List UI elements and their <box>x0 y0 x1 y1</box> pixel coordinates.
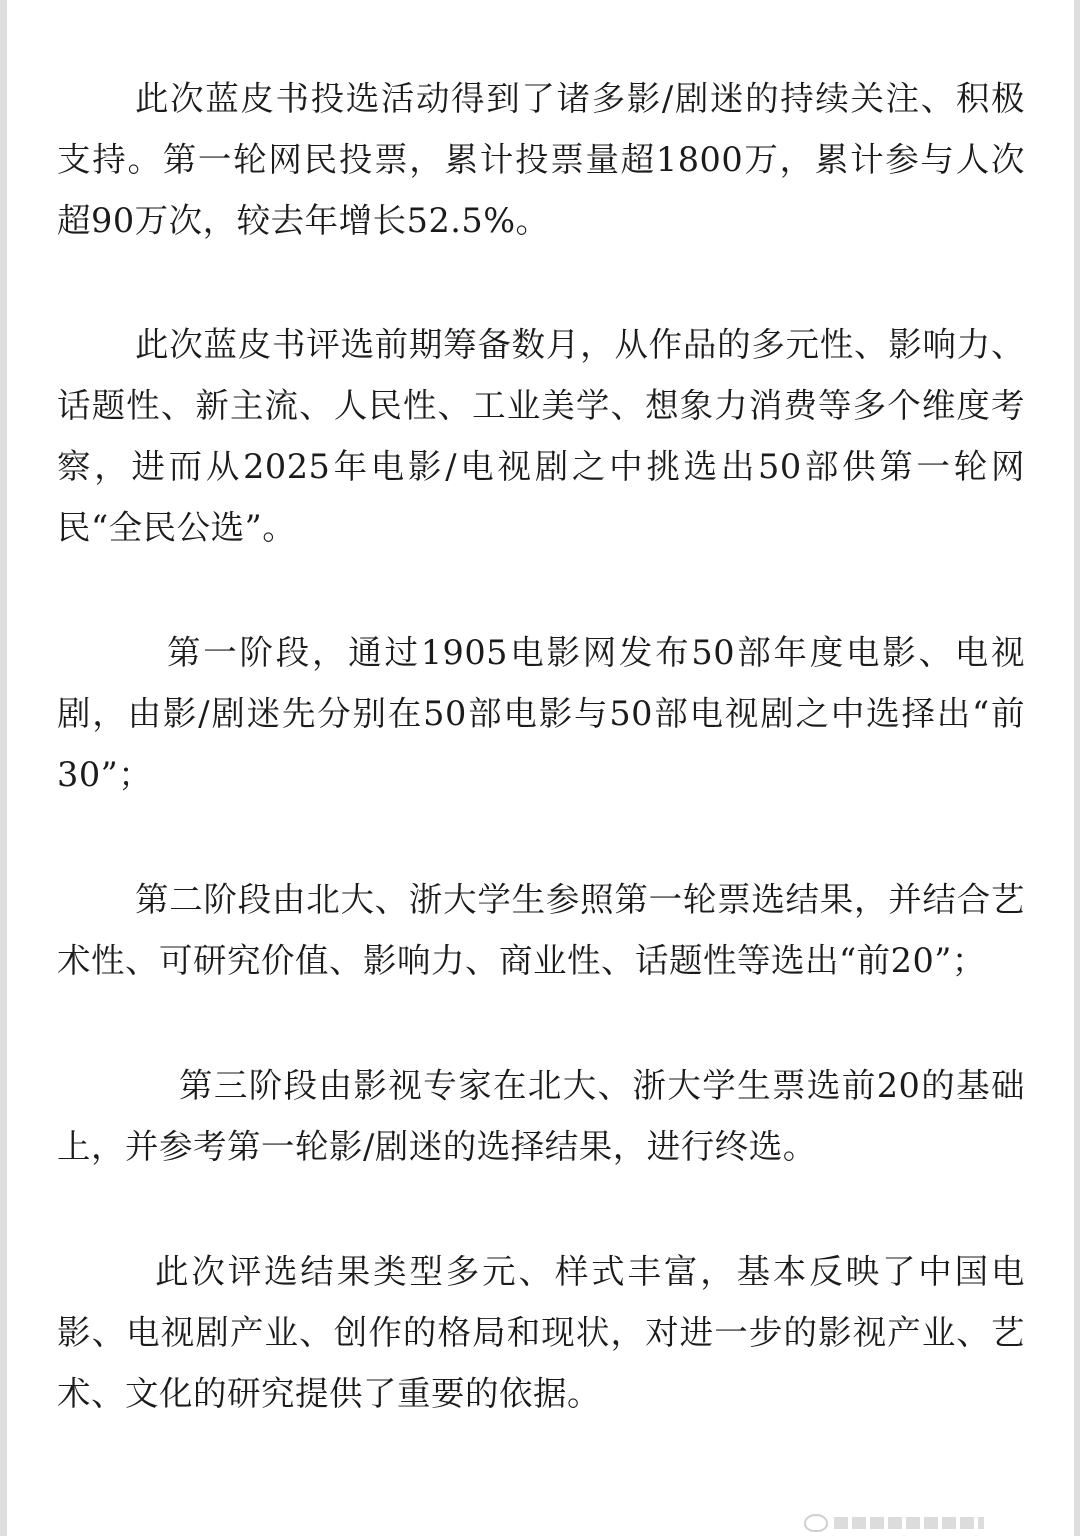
paragraph-vote-summary: 此次蓝皮书投选活动得到了诸多影/剧迷的持续关注、积极支持。第一轮网民投票，累计投票量超1800万，累计参与人次超90万次，较去年增长52.5%。 <box>57 79 1025 240</box>
watermark-text-blur <box>834 1517 984 1529</box>
document-body <box>57 68 1025 1424</box>
weibo-icon <box>804 1514 828 1532</box>
page-frame-left <box>0 0 7 1536</box>
paragraph-stage-three: 第三阶段由影视专家在北大、浙大学生票选前20的基础上，并参考第一轮影/剧迷的选择结果，进行终选。 <box>57 1066 1025 1166</box>
page-frame-right <box>1074 0 1080 1536</box>
paragraph-stage-two: 第二阶段由北大、浙大学生参照第一轮票选结果，并结合艺术性、可研究价值、影响力、商业性、话题性等选出“前20”； <box>57 880 1025 980</box>
watermark-logo <box>804 1514 984 1533</box>
paragraph-stage-one: 第一阶段，通过1905电影网发布50部年度电影、电视剧，由影/剧迷先分别在50部电影与50部电视剧之中选择出“前30”； <box>57 633 1025 794</box>
paragraph-selection-preparation: 此次蓝皮书评选前期筹备数月，从作品的多元性、影响力、话题性、新主流、人民性、工业美学、想象力消费等多个维度考察，进而从2025年电影/电视剧之中挑选出50部供第一轮网民“全民公选”。 <box>57 325 1025 547</box>
paragraph-conclusion: 此次评选结果类型多元、样式丰富，基本反映了中国电影、电视剧产业、创作的格局和现状，对进一步的影视产业、艺术、文化的研究提供了重要的依据。 <box>57 1252 1025 1413</box>
